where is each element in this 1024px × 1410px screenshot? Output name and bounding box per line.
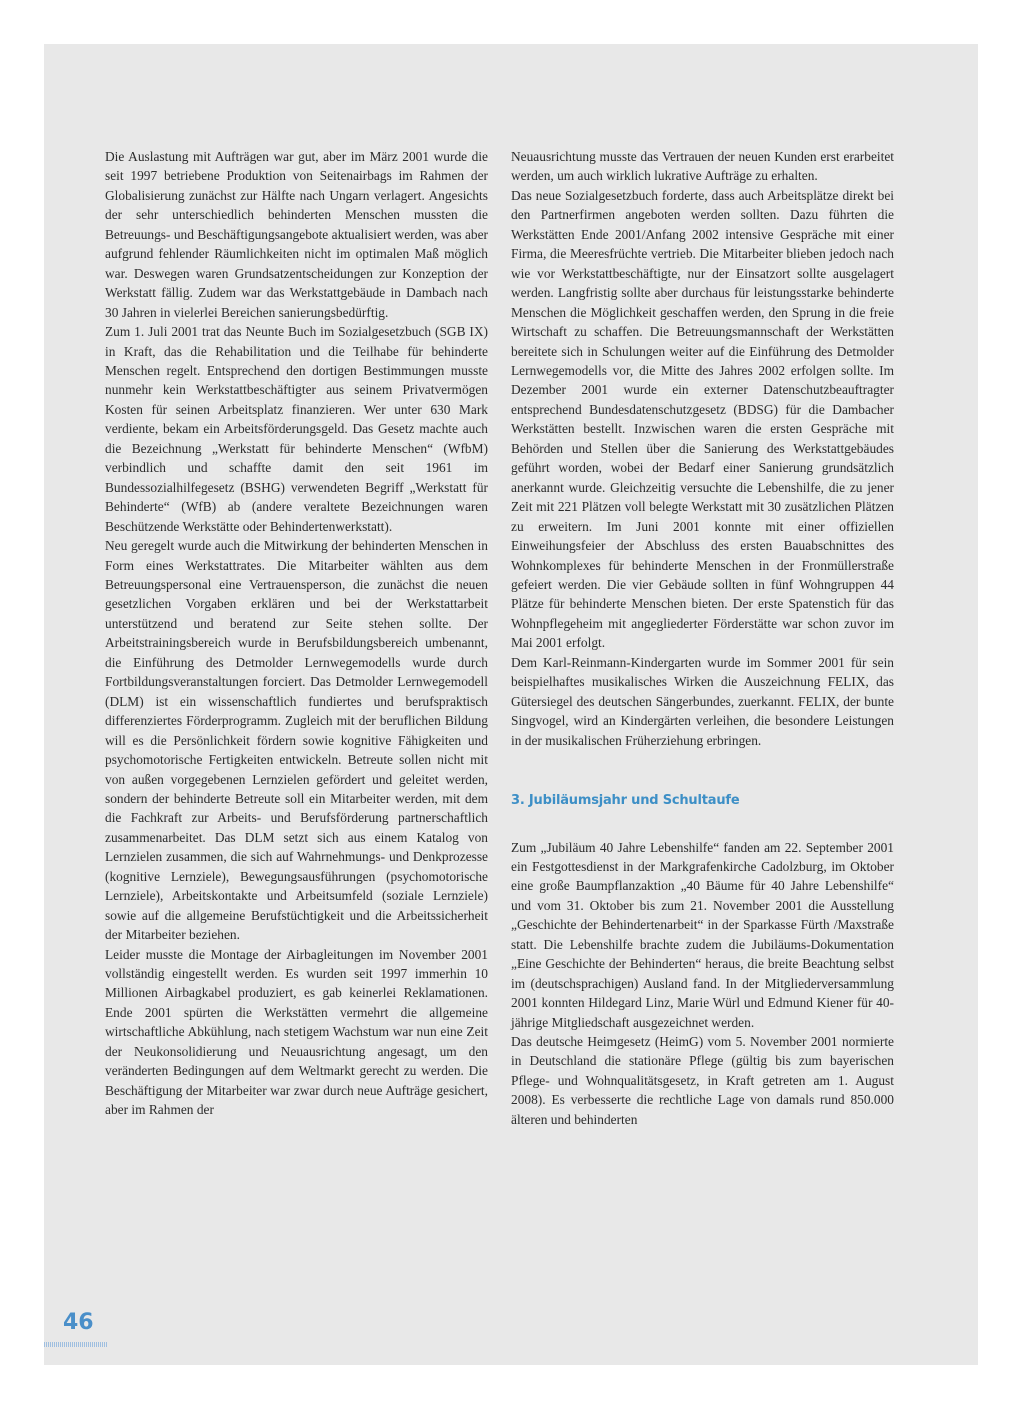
left-text-column xyxy=(105,147,488,1120)
paragraph: Das deutsche Heimgesetz (HeimG) vom 5. November 2001 normierte in Deutschland die stationäre Pflege (gültig bis zum bayerischen Pflege- und Wohnqualitätsgesetz, in Kraft getreten am 1. August 2008). Es verbesserte die rechtliche Lage von damals rund 850.000 älteren und behinderten xyxy=(511,1034,894,1127)
paragraph: Die Auslastung mit Aufträgen war gut, aber im März 2001 wurde die seit 1997 betriebene Produktion von Seitenairbags im Rahmen der Globalisierung zunächst zur Hälfte nach Ungarn verlagert. Angesichts der sehr unterschiedlich behinderten Menschen mussten die Betreuungs- und Beschäftigungsangebote aktualisiert werden, was aber aufgrund fehlender Räumlichkeiten nicht im optimalen Maß möglich war. Deswegen waren Grundsatzentscheidungen zur Konzeption der Werkstatt fällig. Zudem war das Werkstattgebäude in Dambach nach 30 Jahren in vielerlei Bereichen sanierungsbedürftig. xyxy=(105,149,488,320)
paragraph: Zum 1. Juli 2001 trat das Neunte Buch im Sozialgesetzbuch (SGB IX) in Kraft, das die Rehabilitation und die Teilhabe für behinderte Menschen regelt. Entsprechend den dortigen Bestimmungen musste nunmehr kein Werkstattbeschäftigter aus seinem Privatvermögen Kosten für seinen Arbeitsplatz finanzieren. Wer unter 630 Mark verdiente, bekam ein Arbeitsförderungsgeld. Das Gesetz machte auch die Bezeichnung „Werkstatt für behinderte Menschen“ (WfbM) verbindlich und schaffte damit den seit 1961 im Bundessozialhilfegesetz (BSHG) verwendeten Begriff „Werkstatt für Behinderte“ (WfB) ab (andere veraltete Bezeichnungen waren Beschützende Werkstätte oder Behindertenwerkstatt). xyxy=(105,324,488,534)
right-text-column xyxy=(511,147,894,1129)
paragraph: Neuausrichtung musste das Vertrauen der neuen Kunden erst erarbeitet werden, um auch wirklich lukrative Aufträge zu erhalten. xyxy=(511,149,894,184)
paragraph: Leider musste die Montage der Airbagleitungen im November 2001 vollständig eingestellt werden. Es wurden seit 1997 immerhin 10 Millionen Airbagkabel produziert, es gab keinerlei Reklamationen. Ende 2001 spürten die Werkstätten vermehrt die allgemeine wirtschaftliche Abkühlung, nach stetigem Wachstum war nun eine Zeit der Neukonsolidierung und Neuausrichtung angesagt, um den veränderten Bedingungen auf dem Weltmarkt gerecht zu werden. Die Beschäftigung der Mitarbeiter war zwar durch neue Aufträge gesichert, aber im Rahmen der xyxy=(105,946,488,1118)
paragraph: Zum „Jubiläum 40 Jahre Lebenshilfe“ fanden am 22. September 2001 ein Festgottesdienst in der Markgrafenkirche Cadolzburg, im Oktober eine große Baumpflanzaktion „40 Bäume für 40 Jahre Lebenshilfe“ und vom 31. Oktober bis zum 21. November 2001 die Ausstellung „Geschichte der Behindertenarbeit“ in der Sparkasse Fürth /Maxstraße statt. Die Lebenshilfe brachte zudem die Jubiläums-Dokumentation „Eine Geschichte der Behinderten“ heraus, die breite Beachtung selbst im (deutschsprachigen) Ausland fand. In der Mitgliederversammlung 2001 konnten Hildegard Linz, Marie Würl und Edmund Kiener für 40-jährige Mitgliedschaft ausgezeichnet werden. xyxy=(511,839,894,1030)
page-number-decorative-bar xyxy=(44,1342,108,1347)
section-heading: 3. Jubiläumsjahr und Schultaufe xyxy=(511,793,740,809)
paragraph: Neu geregelt wurde auch die Mitwirkung der behinderten Menschen in Form eines Werkstattrates. Die Mitarbeiter wählten aus dem Betreuungspersonal eine Vertrauensperson, die zunächst die neuen gesetzlichen Vorgaben erklären und bei der Werkstattarbeit unterstützend und beratend zur Seite stehen sollte. Der Arbeitstrainingsbereich wurde in Berufsbildungsbereich umbenannt, die Einführung des Detmolder Lernwegemodells wurde durch Fortbildungsveranstaltungen forciert. Das Detmolder Lernwegemodell (DLM) ist ein wissenschaftlich fundiertes und berufspraktisch differenziertes Förderprogramm. Zugleich mit der beruflichen Bildung will es die Persönlichkeit fördern sowie kognitive Fähigkeiten und psychomotorische Fertigkeiten entwickeln. Betreute sollen nicht mit von außen vorgegebenen Lernzielen gefördert und geleitet werden, sondern der behinderte Betreute soll ein Mitarbeiter werden, mit dem die Fachkraft zur Arbeits- und Berufsförderung partnerschaftlich zusammenarbeitet. Das DLM setzt sich aus einem Katalog von Lernzielen zusammen, die sich auf Wahrnehmungs- und Denkprozesse (kognitive Lernziele), Bewegungsausführungen (psychomotorische Lernziele), Arbeitskontakte und Arbeitsumfeld (soziale Lernziele) sowie auf die allgemeine Berufstüchtigkeit und die Arbeitssicherheit der Mitarbeiter beziehen. xyxy=(105,538,488,943)
page-number: 46 xyxy=(63,1310,94,1335)
document-page xyxy=(44,44,978,1365)
paragraph: Dem Karl-Reinmann-Kindergarten wurde im Sommer 2001 für sein beispielhaftes musikalisches Wirken die Auszeichnung FELIX, das Gütersiegel des deutschen Sängerbundes, zuerkannt. FELIX, der bunte Singvogel, wird an Kindergärten verleihen, die besondere Leistungen in der musikalischen Früherziehung erbringen. xyxy=(511,654,894,748)
paragraph: Das neue Sozialgesetzbuch forderte, dass auch Arbeitsplätze direkt bei den Partnerfirmen angeboten werden sollten. Dazu führten die Werkstätten Ende 2001/Anfang 2002 intensive Gespräche mit einer Firma, die Meeresfrüchte vertrieb. Die Mitarbeiter blieben jedoch nach wie vor Werkstattbeschäftigte, nur der Einsatzort sollte ausgelagert werden. Langfristig sollte aber durchaus für leistungsstarke behinderte Menschen die Möglichkeit geschaffen werden, den Sprung in die freie Wirtschaft zu schaffen. Die Betreuungsmannschaft der Werkstätten bereitete sich in Schulungen weiter auf die Einführung des Detmolder Lernwegemodells vor, die Mitte des Jahres 2002 erfolgen sollte. Im Dezember 2001 wurde ein externer Datenschutzbeauftragter entsprechend Bundesdatenschutzgesetz (BDSG) für die Dambacher Werkstätten bestellt. Inzwischen waren die ersten Gespräche mit Behörden und Stellen über die Sanierung des Werkstattgebäudes geführt worden, wobei der Bedarf einer Sanierung grundsätzlich anerkannt wurde. Gleichzeitig versuchte die Lebenshilfe, die zu jener Zeit mit 221 Plätzen voll belegte Werkstatt mit 30 zusätzlichen Plätzen zu erweitern. Im Juni 2001 konnte mit einer offiziellen Einweihungsfeier der Abschluss des ersten Bauabschnittes des Wohnkomplexes für behinderte Menschen in der Fronmüllerstraße gefeiert werden. Die vier Gebäude sollten in fünf Wohngruppen 44 Plätze für behinderte Menschen bieten. Der erste Spatenstich für das Wohnpflegeheim mit angegliederter Förderstätte war schon zuvor im Mai 2001 erfolgt. xyxy=(511,187,894,651)
